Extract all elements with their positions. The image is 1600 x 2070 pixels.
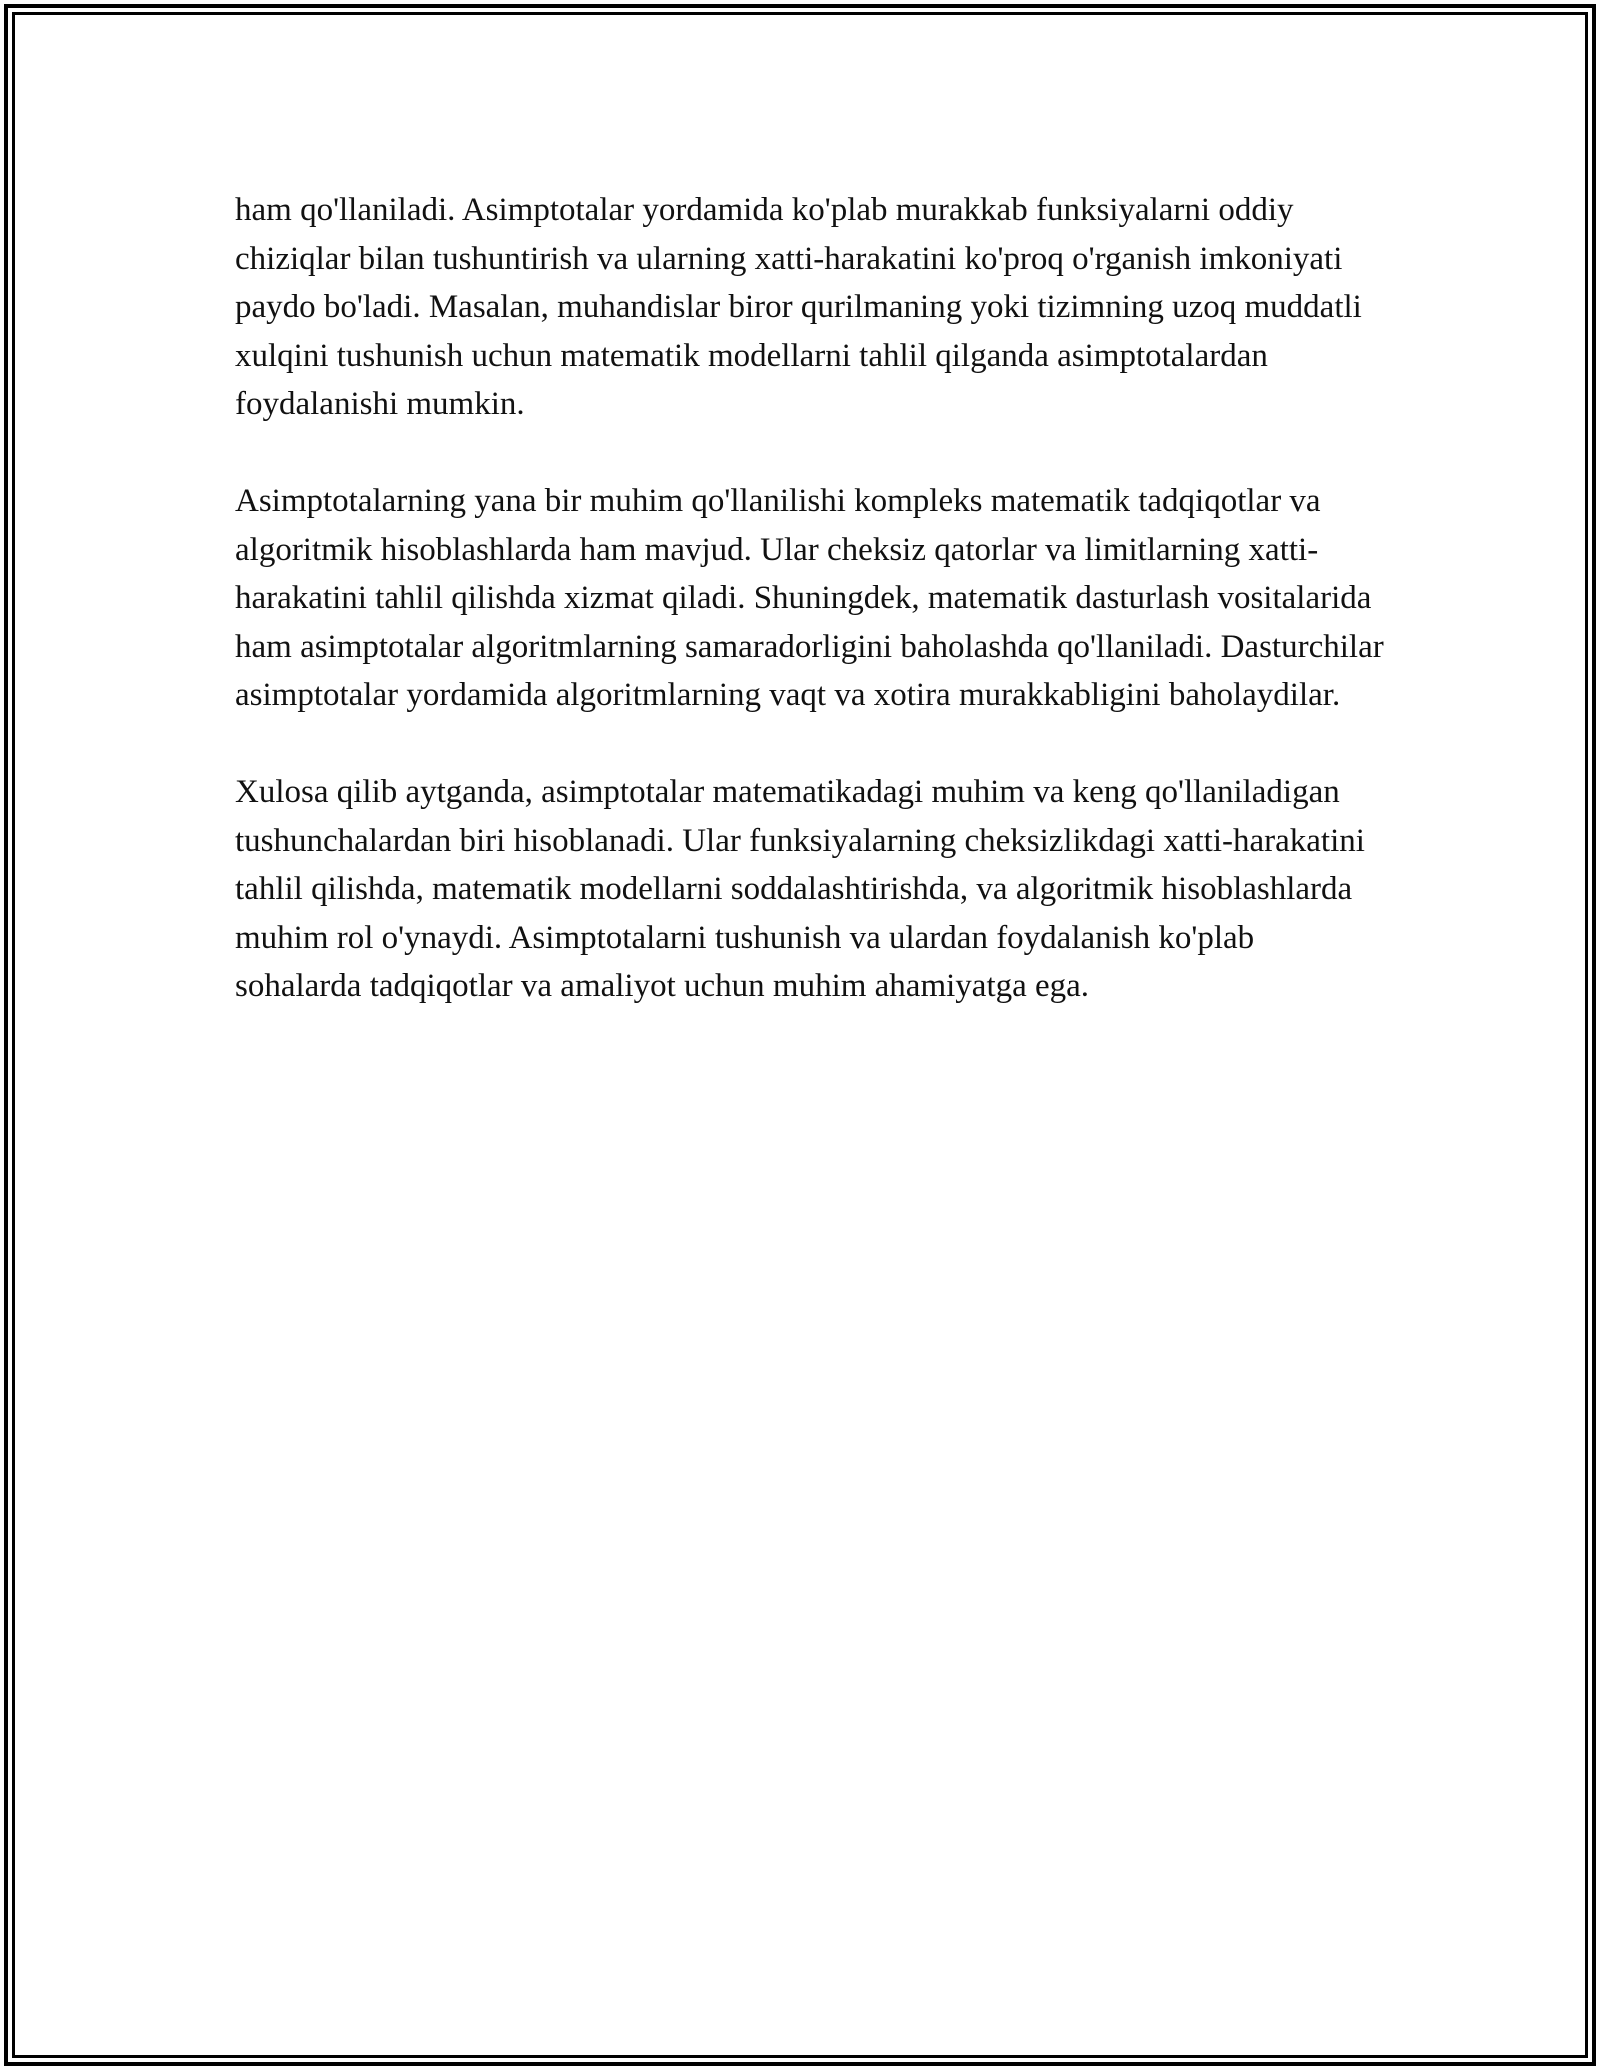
document-body bbox=[235, 186, 1385, 1059]
paragraph-2: Asimptotalarning yana bir muhim qo'llanilishi kompleks matematik tadqiqotlar va algoritmik hisoblashlarda ham mavjud. Ular cheksiz qatorlar va limitlarning xatti-harakatini tahlil qilishda xizmat qiladi. Shuningdek, matematik dasturlash vositalarida ham asimptotalar algoritmlarning samaradorligini baholashda qo'llaniladi. Dasturchilar asimptotalar yordamida algoritmlarning vaqt va xotira murakkabligini baholaydilar. bbox=[235, 483, 1384, 713]
paragraph-3: Xulosa qilib aytganda, asimptotalar matematikadagi muhim va keng qo'llaniladigan tushunchalardan biri hisoblanadi. Ular funksiyalarning cheksizlikdagi xatti-harakatini tahlil qilishda, matematik modellarni soddalashtirishda, va algoritmik hisoblashlarda muhim rol o'ynaydi. Asimptotalarni tushunish va ulardan foydalanish ko'plab sohalarda tadqiqotlar va amaliyot uchun muhim ahamiyatga ega. bbox=[235, 774, 1365, 1004]
paragraph-1: ham qo'llaniladi. Asimptotalar yordamida ko'plab murakkab funksiyalarni oddiy chiziqlar bilan tushuntirish va ularning xatti-harakatini ko'proq o'rganish imkoniyati paydo bo'ladi. Masalan, muhandislar biror qurilmaning yoki tizimning uzoq muddatli xulqini tushunish uchun matematik modellarni tahlil qilganda asimptotalardan foydalanishi mumkin. bbox=[235, 192, 1362, 422]
